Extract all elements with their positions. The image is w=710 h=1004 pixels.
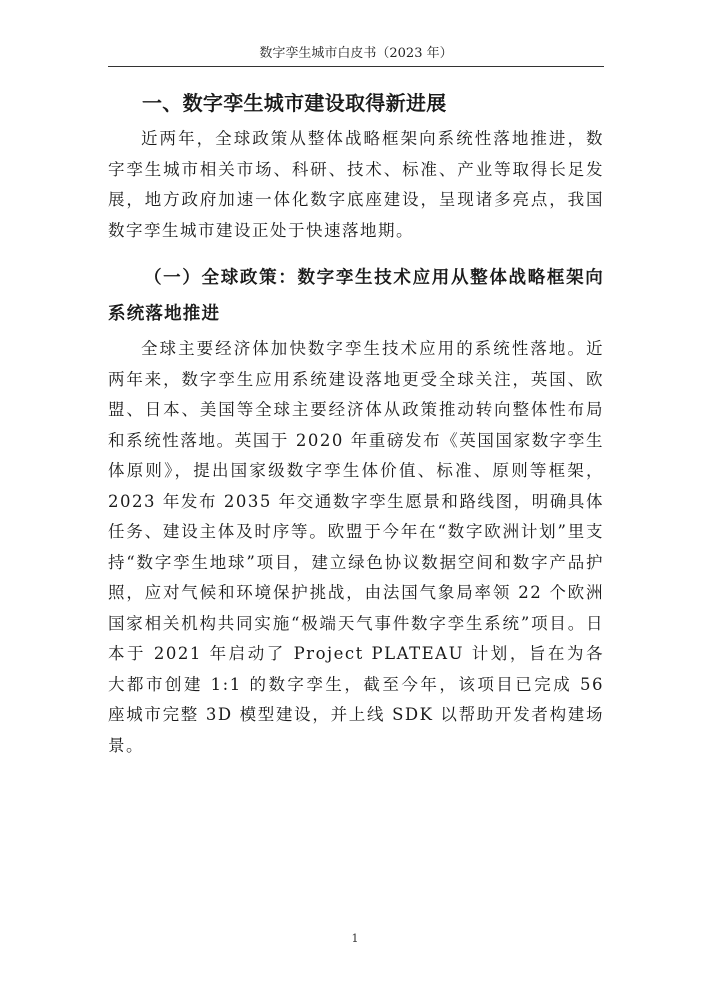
paragraph-text-4: 于 2021 年启动了 Project PLATEAU 计划，旨在为各大都市创建 1:1 的数字孪生，截至今年，该项目已完成 56 座城市完整 3D 模型建设，并上线 SDK 以帮助开发者构建场景。	[108, 644, 604, 755]
paragraph-lead-sentence: 全球主要经济体加快数字孪生技术应用的系统性落地。	[141, 339, 586, 358]
paragraph-text-2: 于 2020 年重磅发布《英国国家数字孪生体原则》，提出国家级数字孪生体价值、标准、原则等框架，2023 年发布 2035 年交通数字孪生愿景和路线图，明确具体任务、建设主体及时序等。	[108, 430, 605, 541]
running-header: 数字孪生城市白皮书（2023 年）	[259, 46, 453, 61]
country-label-uk: 英国	[234, 430, 271, 450]
subsection-heading: （一）全球政策：数字孪生技术应用从整体战略框架向系统落地推进	[108, 268, 604, 324]
header-divider	[108, 66, 604, 67]
policy-paragraph	[108, 334, 604, 761]
paragraph-text-1: 近两年来，数字孪生应用系统建设落地更受全球关注，英国、欧盟、日本、美国等全球主要经济体从政策推动转向整体性布局和系统性落地。	[108, 339, 604, 450]
section-heading: 一、数字孪生城市建设取得新进展	[142, 91, 447, 115]
country-label-eu: 欧盟	[327, 522, 365, 541]
paragraph-text-3: 于今年在“数字欧洲计划”里支持“数字孪生地球”项目，建立绿色协议数据空间和数字产品护照，应对气候和环境保护挑战，由法国气象局率领 22 个欧洲国家相关机构共同实施“极端天气事件数字孪生系统”项目。	[108, 522, 605, 633]
page-number: 1	[351, 932, 359, 945]
section-intro-paragraph: 近两年，全球政策从整体战略框架向系统性落地推进，数字孪生城市相关市场、科研、技术、标准、产业等取得长足发展，地方政府加速一体化数字底座建设，呈现诸多亮点，我国数字孪生城市建设正处于快速落地期。	[108, 129, 604, 240]
country-label-japan: 日本	[108, 613, 604, 663]
page-body	[108, 88, 604, 761]
